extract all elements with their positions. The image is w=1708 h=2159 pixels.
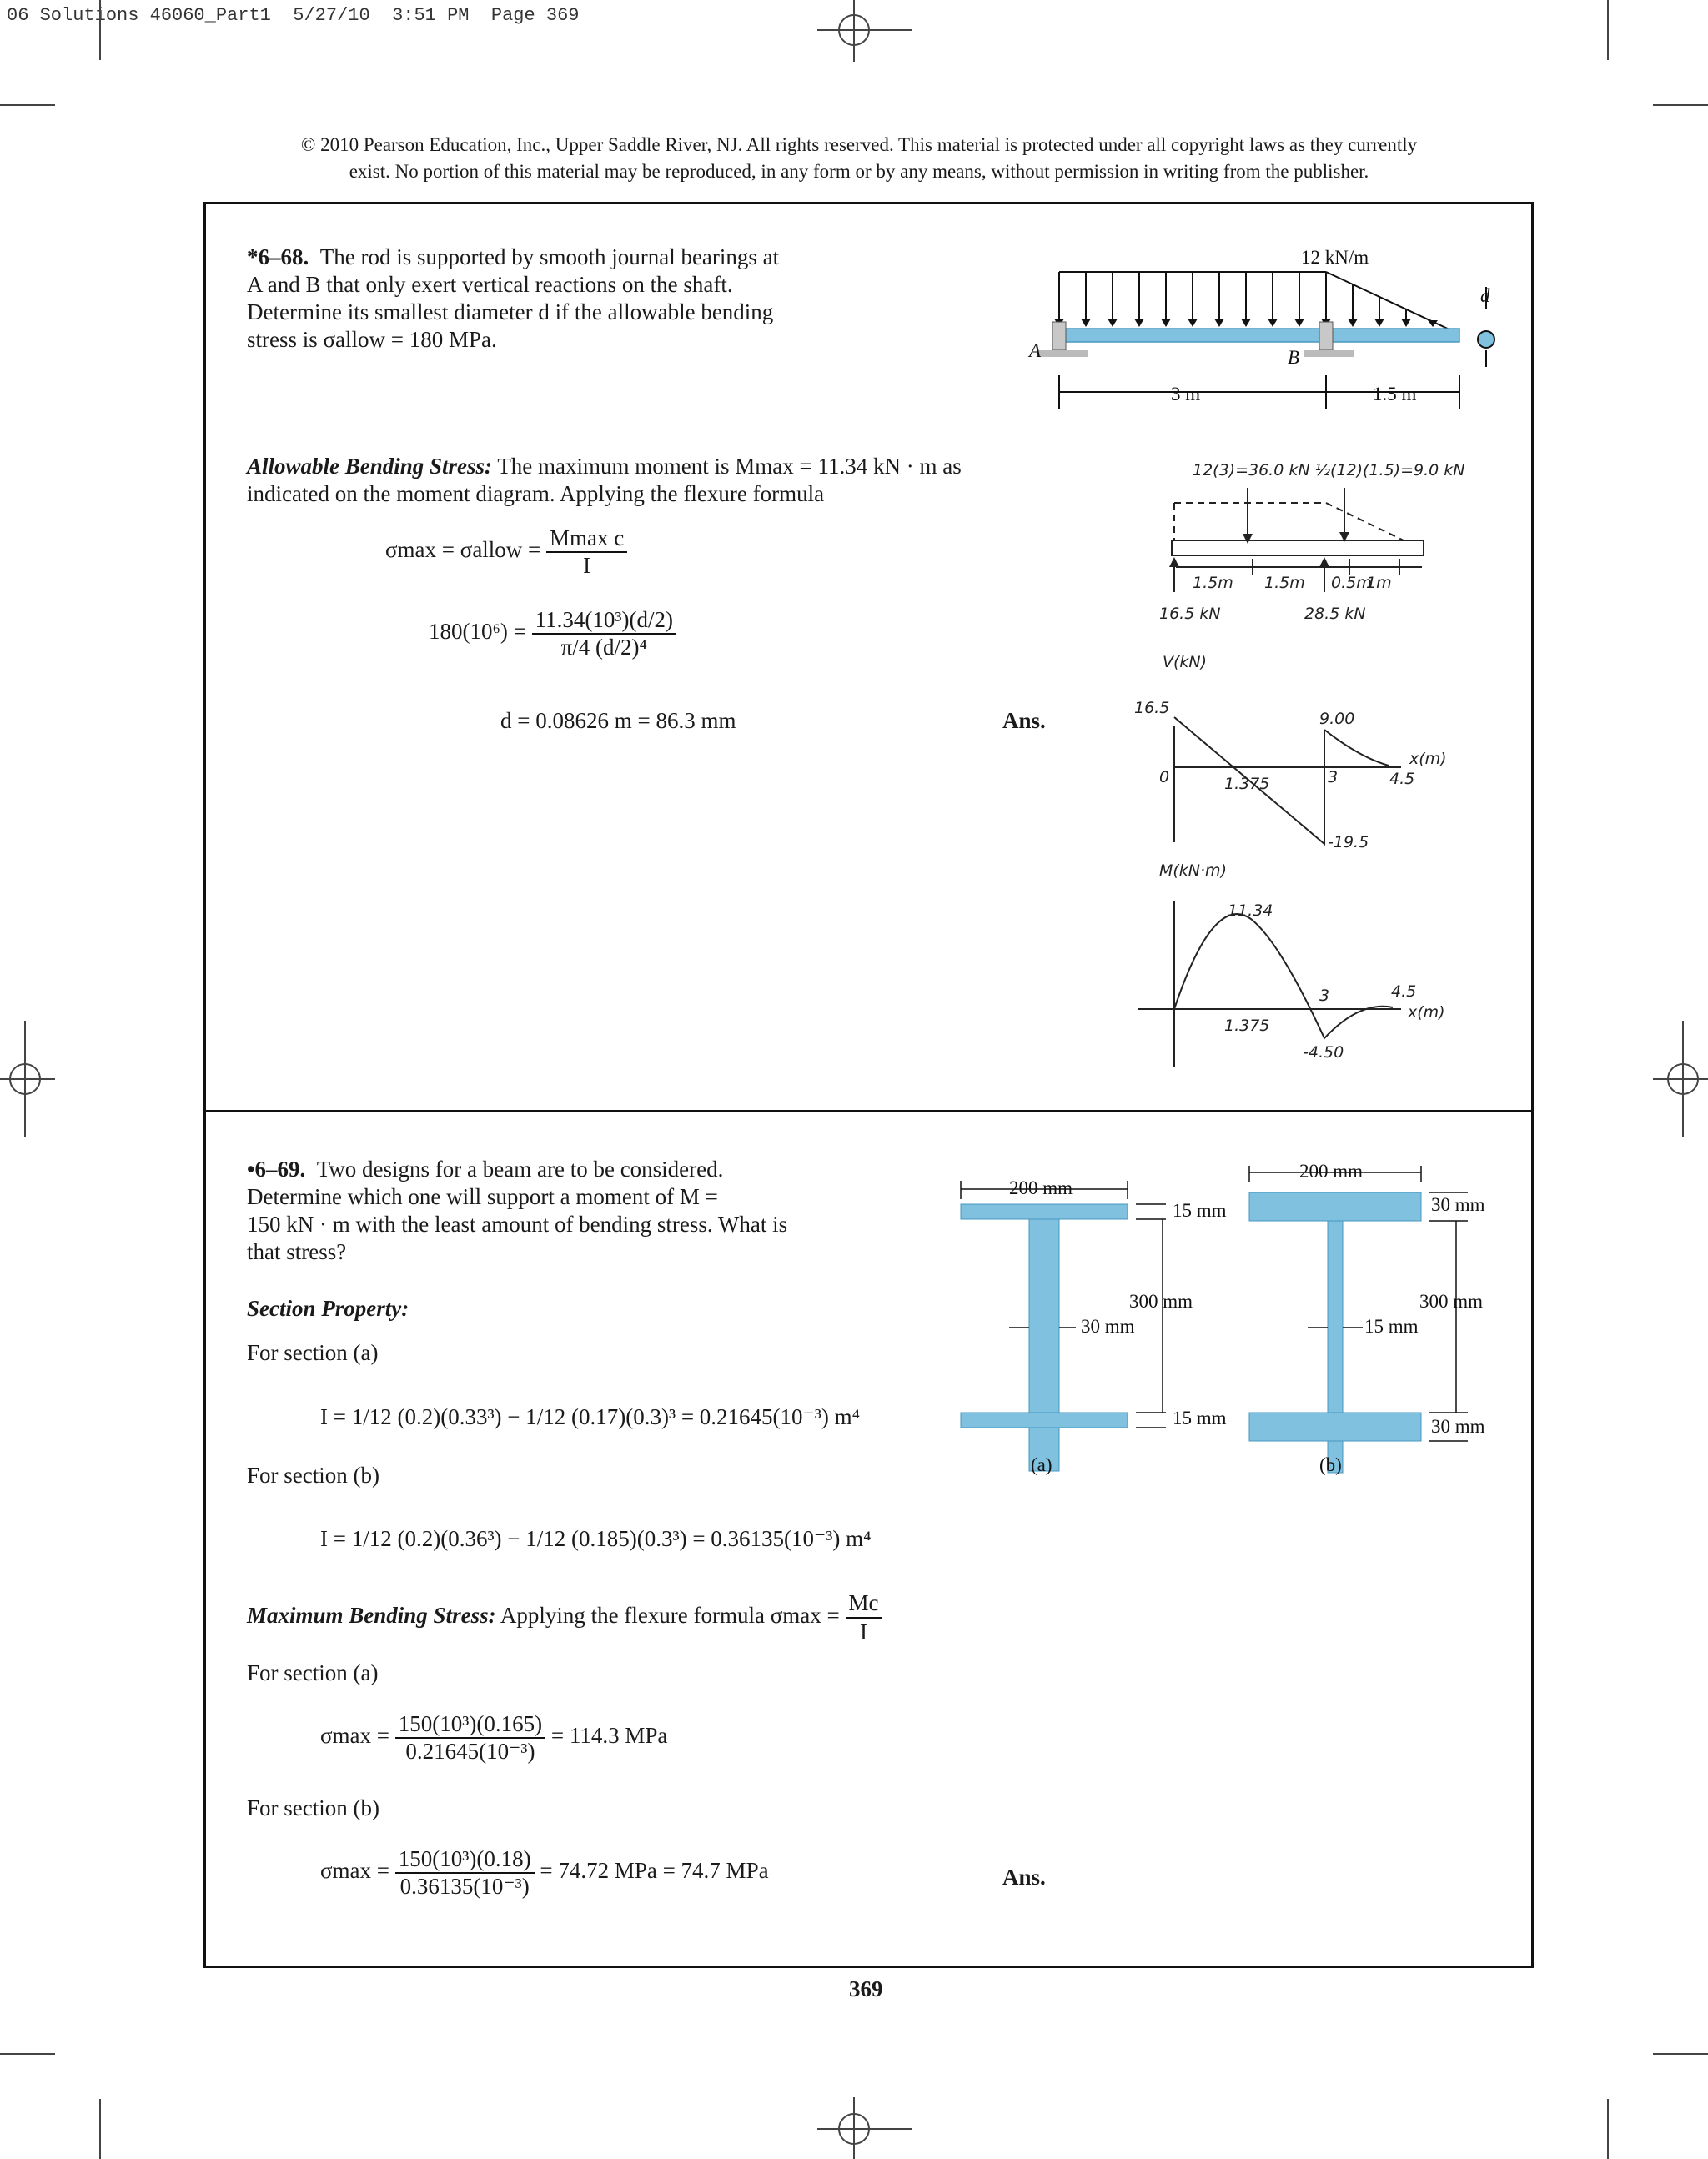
page-number: 369 [849, 1976, 883, 2001]
figure-69-sections [951, 1161, 1518, 1486]
eq2-left: 180(10⁶) = [429, 619, 526, 645]
shear-value-9: 9.00 [1319, 710, 1355, 728]
p68-solution-text [247, 453, 997, 508]
fig69b-height: 300 mm [1419, 1291, 1484, 1312]
copyright-line-1: © 2010 Pearson Education, Inc., Upper Saddle River, NJ. All rights reserved. This material is protected under all copyright laws as they currently [300, 134, 1418, 155]
eq2-numerator: 11.34(10³)(d/2) [532, 607, 676, 635]
p68-text-line-2: indicated on the moment diagram. Applying the flexure formula [247, 481, 825, 506]
slug-line: 06 Solutions 46060_Part1 5/27/10 3:51 PM Page 369 [7, 5, 580, 26]
fig69a-height: 300 mm [1129, 1291, 1193, 1312]
p69-statement-line-1: Two designs for a beam are to be considered. [316, 1157, 724, 1182]
stress-a-result: = 114.3 MPa [550, 1723, 668, 1749]
moment-max-value: 11.34 [1228, 901, 1273, 920]
sketch-seg-3: 0.5m [1331, 574, 1372, 592]
stress-a-numerator: 150(10³)(0.165) [395, 1711, 545, 1739]
stress-b-result: = 74.72 MPa = 74.7 MPa [540, 1858, 769, 1884]
problem-69-statement [247, 1156, 822, 1266]
sketch-seg-4: 1m [1366, 574, 1392, 592]
shear-zero-crossing: 1.375 [1224, 775, 1270, 793]
p68-answer-label: Ans. [1002, 708, 1046, 733]
p68-equation-2 [429, 607, 676, 660]
moment-diagram-title: M(kN·m) [1159, 861, 1227, 880]
shear-diagram-title: V(kN) [1163, 653, 1208, 671]
problem-divider [203, 1110, 1534, 1112]
stress-b-numerator: 150(10³)(0.18) [395, 1846, 535, 1874]
fig69b-label: (b) [1319, 1454, 1342, 1475]
stress-b-left: σmax = [320, 1858, 390, 1884]
fig68-dim-1-5m: 1.5 m [1373, 384, 1417, 404]
figure-68-diagrams [1126, 450, 1476, 1084]
fig69b-web: 15 mm [1364, 1316, 1419, 1337]
eq1-numerator: Mmax c [546, 525, 627, 553]
fig69a-bottom-flange: 15 mm [1173, 1408, 1227, 1428]
fig68-d-label: d [1480, 285, 1490, 306]
shear-value-neg: -19.5 [1328, 833, 1369, 851]
shear-origin: 0 [1159, 768, 1170, 786]
p68-statement-line-3: Determine its smallest diameter d if the allowable bending [247, 299, 774, 324]
problem-69-number: •6–69. [247, 1157, 306, 1182]
p68-text-line-1: The maximum moment is Mmax = 11.34 kN · m as [497, 454, 962, 479]
p69-heading-section-property: Section Property: [247, 1296, 409, 1321]
p69-for-section-a: For section (a) [247, 1340, 379, 1365]
p68-statement-line-2: A and B that only exert vertical reactions on the shaft. [247, 272, 733, 297]
figure-68-rod [1026, 242, 1493, 425]
p69-heading-max-stress: Maximum Bending Stress: [247, 1603, 496, 1629]
p69-statement-line-2: Determine which one will support a moment of M = [247, 1184, 718, 1209]
fig68-load-label: 12 kN/m [1301, 247, 1369, 268]
p69-max-stress-line [247, 1589, 882, 1646]
fig68-dim-3m: 3 m [1171, 384, 1201, 404]
p68-heading: Allowable Bending Stress: [247, 454, 493, 479]
sketch-seg-2: 1.5m [1264, 574, 1305, 592]
p68-result: d = 0.08626 m = 86.3 mm [500, 708, 736, 733]
shear-value-16-5: 16.5 [1134, 699, 1170, 717]
p69-inertia-b: I = 1/12 (0.2)(0.36³) − 1/12 (0.185)(0.3³) = 0.36135(10⁻³) m⁴ [320, 1526, 872, 1551]
problem-68-number: *6–68. [247, 244, 309, 269]
p68-statement-line-4: stress is σallow = 180 MPa. [247, 327, 497, 352]
copyright-notice [125, 132, 1593, 185]
sketch-reaction-a: 16.5 kN [1159, 605, 1221, 623]
shear-x-4-5: 4.5 [1389, 770, 1415, 788]
stress-a-left: σmax = [320, 1723, 390, 1749]
stress-a-denominator: 0.21645(10⁻³) [405, 1739, 535, 1764]
fig69b-width: 200 mm [1299, 1161, 1364, 1182]
shear-x-3: 3 [1328, 768, 1339, 786]
moment-axis-x: x(m) [1408, 1003, 1445, 1022]
p68-statement-line-1: The rod is supported by smooth journal bearings at [319, 244, 780, 269]
p69-statement-line-3: 150 kN · m with the least amount of bending stress. What is [247, 1212, 788, 1237]
sketch-seg-1: 1.5m [1193, 574, 1233, 592]
fig69a-web: 30 mm [1081, 1316, 1135, 1337]
sketch-reaction-b: 28.5 kN [1304, 605, 1366, 623]
stress-b-denominator: 0.36135(10⁻³) [399, 1874, 530, 1899]
moment-x-4-5: 4.5 [1391, 982, 1417, 1001]
fig69b-bottom-flange: 30 mm [1431, 1416, 1485, 1437]
problem-68-statement [247, 244, 822, 354]
eq2-denominator: π/4 (d/2)⁴ [560, 635, 647, 660]
p69-statement-line-4: that stress? [247, 1239, 347, 1264]
shear-axis-x: x(m) [1409, 750, 1447, 768]
p69-for-section-b: For section (b) [247, 1463, 379, 1488]
section-a-ibeam [961, 1204, 1128, 1471]
fig69a-width: 200 mm [1009, 1177, 1073, 1198]
p68-equation-1 [385, 525, 627, 579]
p69-stress-b [320, 1846, 769, 1900]
fig69b-top-flange: 30 mm [1431, 1194, 1485, 1215]
eq1-left: σmax = σallow = [385, 537, 541, 563]
fig68-support-b: B [1288, 347, 1300, 368]
fig69a-top-flange: 15 mm [1173, 1200, 1227, 1221]
eq1-denominator: I [583, 553, 591, 578]
flexure-numerator: Mc [846, 1589, 882, 1619]
p69-for-section-a-2: For section (a) [247, 1660, 379, 1685]
copyright-line-2: exist. No portion of this material may be reproduced, in any form or by any means, without permission in writing from the publisher. [349, 161, 1369, 182]
moment-min-value: -4.50 [1303, 1043, 1344, 1062]
p69-flexure-text: Applying the flexure formula σmax = [500, 1603, 840, 1629]
p69-for-section-b-2: For section (b) [247, 1795, 379, 1820]
moment-x-1-375: 1.375 [1224, 1017, 1270, 1035]
flexure-denominator: I [860, 1619, 868, 1644]
fig68-support-a: A [1029, 340, 1042, 361]
p69-inertia-a: I = 1/12 (0.2)(0.33³) − 1/12 (0.17)(0.3)³ = 0.21645(10⁻³) m⁴ [320, 1404, 861, 1429]
fig69a-label: (a) [1031, 1454, 1052, 1475]
p69-stress-a [320, 1711, 667, 1765]
p69-answer-label: Ans. [1002, 1865, 1046, 1890]
moment-x-3: 3 [1319, 987, 1330, 1005]
sketch-loads: 12(3)=36.0 kN ½(12)(1.5)=9.0 kN [1193, 461, 1465, 479]
